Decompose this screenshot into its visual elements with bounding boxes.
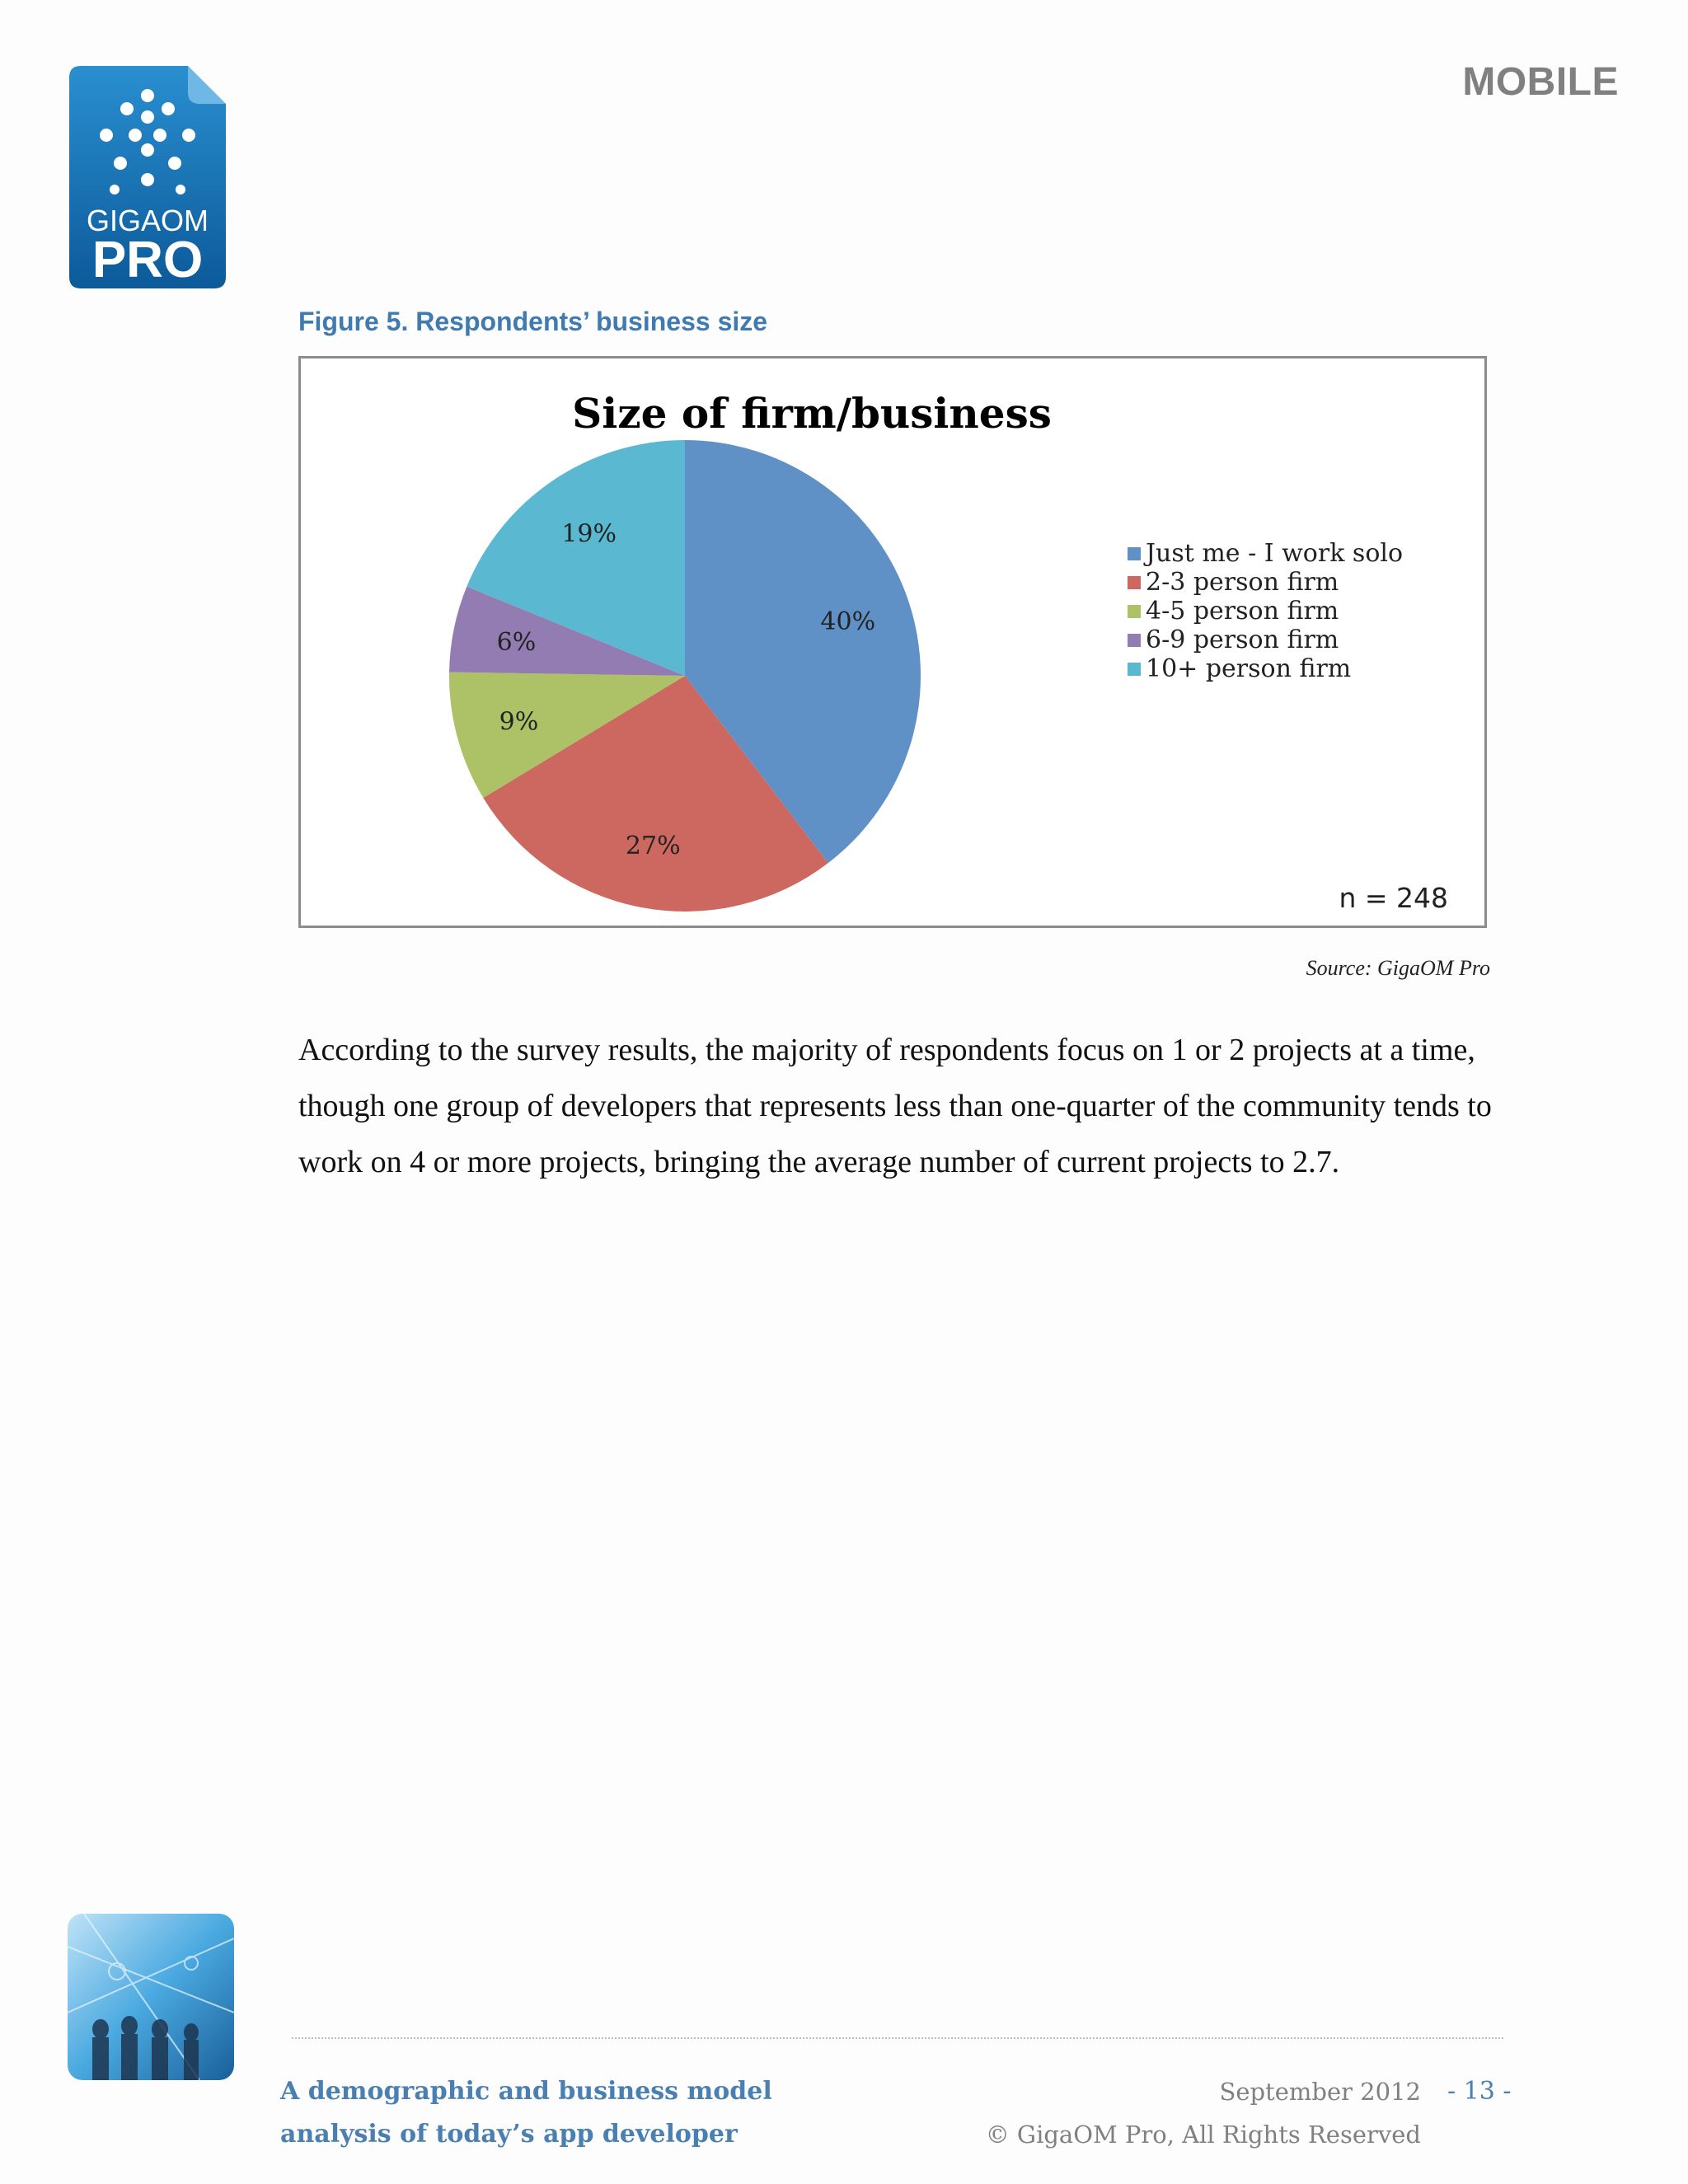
- legend-label: 10+ person firm: [1146, 654, 1352, 683]
- report-thumbnail-image: [68, 1914, 234, 2080]
- footer-copyright: © GigaOM Pro, All Rights Reserved: [985, 2121, 1421, 2149]
- footer-title-line2: analysis of today’s app developer: [280, 2120, 738, 2149]
- footer-report-title: [280, 2070, 772, 2156]
- footer-title-line1: A demographic and business model: [280, 2077, 772, 2106]
- legend-swatch: [1128, 605, 1141, 618]
- chart-frame: [298, 356, 1487, 928]
- pie-slice-label: 19%: [561, 519, 617, 549]
- footer-divider: [292, 2037, 1503, 2039]
- figure-caption: Figure 5. Respondents’ business size: [298, 307, 768, 336]
- logo-graphic: [69, 66, 226, 288]
- logo-text-gigaom: GIGAOM: [86, 204, 209, 237]
- legend-swatch: [1128, 634, 1141, 647]
- logo-text-pro: PRO: [91, 232, 204, 288]
- pie-slice-label: 6%: [496, 628, 537, 658]
- legend-swatch: [1128, 663, 1141, 676]
- sample-size-annotation: n = 248: [1339, 882, 1448, 914]
- chart-title: Size of firm/business: [572, 389, 1052, 438]
- legend-label: 4-5 person firm: [1146, 597, 1339, 626]
- legend-label: Just me - I work solo: [1146, 539, 1404, 568]
- pie-slice-label: 27%: [625, 832, 681, 861]
- section-label: MOBILE: [1462, 60, 1619, 104]
- page-number: - 13 -: [1447, 2077, 1512, 2106]
- legend-swatch: [1128, 547, 1141, 560]
- footer-date: September 2012: [1219, 2078, 1421, 2106]
- figure-source: Source: GigaOM Pro: [1306, 956, 1490, 980]
- legend-label: 6-9 person firm: [1146, 626, 1339, 654]
- pie-slice-label: 40%: [820, 607, 876, 637]
- gigaom-pro-logo: [69, 66, 226, 288]
- footer-meta: [986, 2070, 1421, 2156]
- body-paragraph: According to the survey results, the majority of respondents focus on 1 or 2 projects at a time, though one group of developers that represents less than one-quarter of the community tends to work on 4 or more projects, bringing the average number of current projects to 2.7.: [298, 1033, 1492, 1179]
- pie-slice-label: 9%: [499, 707, 539, 737]
- legend-label: 2-3 person firm: [1146, 568, 1339, 597]
- pie-chart: [301, 359, 1484, 926]
- legend-swatch: [1128, 576, 1141, 589]
